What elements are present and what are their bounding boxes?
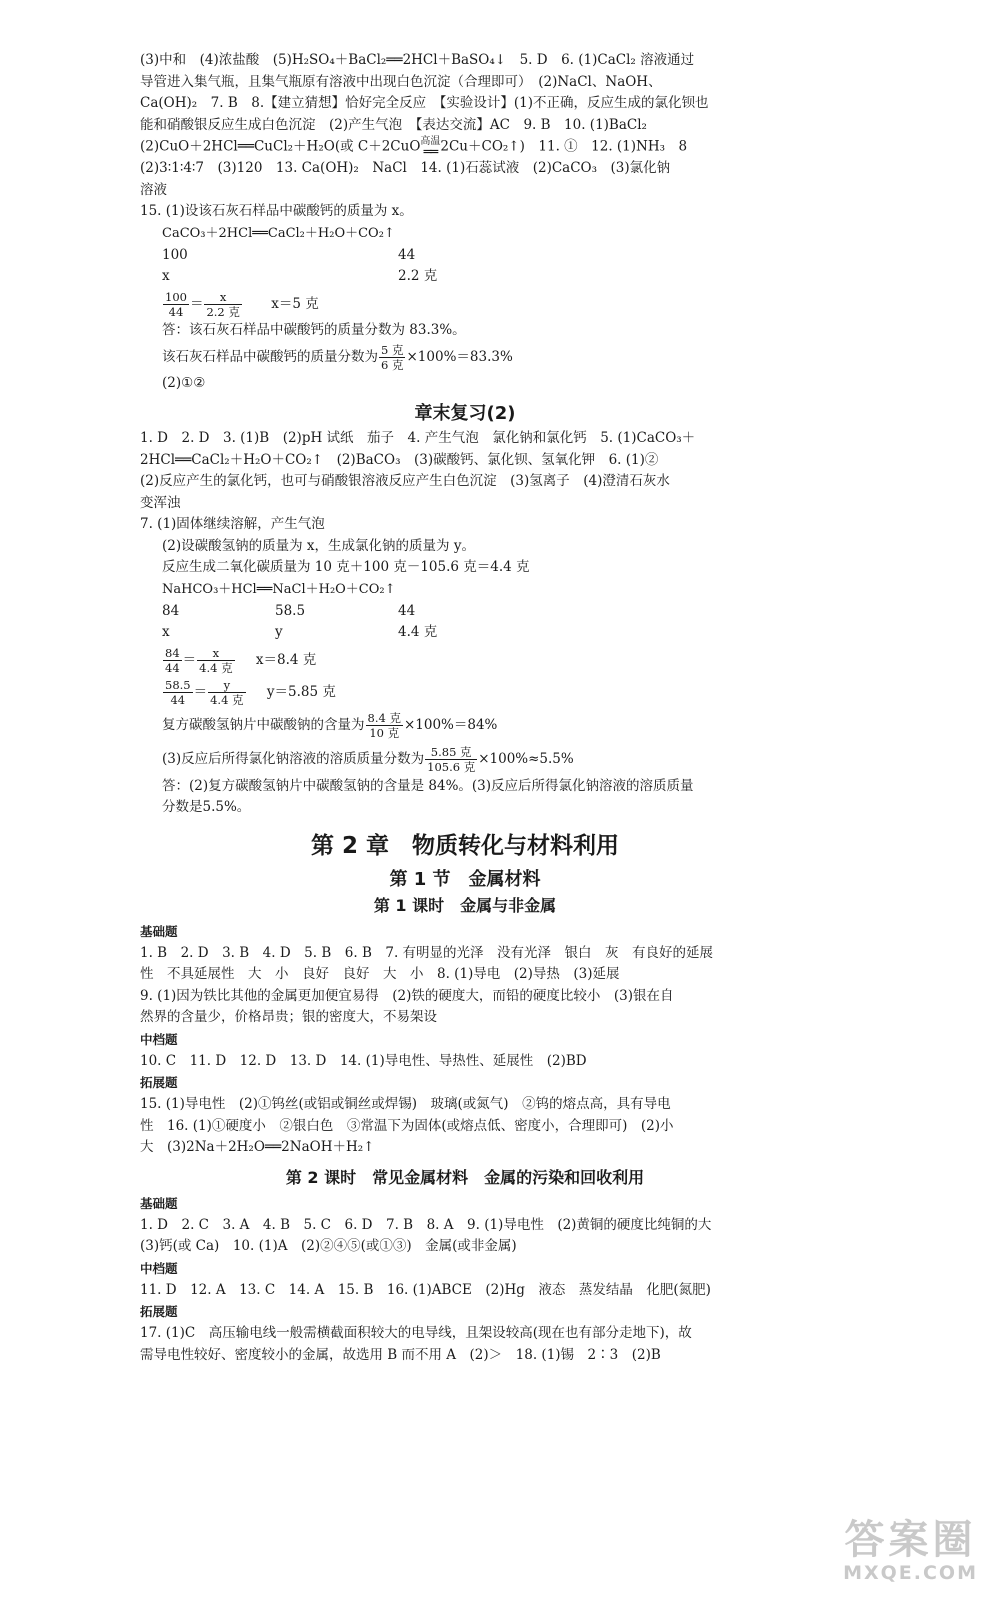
answer-line: 分数是5.5%。 <box>162 799 251 815</box>
mass-unknown-row <box>140 622 790 644</box>
text-line: 11. D 12. A 13. C 14. A 15. B 16. (1)ABCE (2)Hg 液态 蒸发结晶 化肥(氮肥) <box>140 1281 711 1298</box>
value: 4.4 克 <box>398 624 438 640</box>
text-line: 性 16. (1)①硬度小 ②银白色 ③常温下为固体(或熔点低、密度小，合理即可) (2)小 <box>140 1117 674 1134</box>
text-line: 性 不具延展性 大 小 良好 良好 大 小 8. (1)导电 (2)导热 (3)延展 <box>140 966 620 982</box>
reaction-condition <box>420 136 440 158</box>
text-line: (2)反应产生的氯化钙，也可与硝酸银溶液反应产生白色沉淀 (3)氢离子 (4)澄清石灰水 <box>140 473 670 489</box>
equation-part: (2)CuO＋2HCl══CuCl₂＋H₂O(或 C＋2CuO <box>140 138 421 155</box>
answer-line: 答：(2)复方碳酸氢钠片中碳酸氢钠的含量是 84%。(3)反应后所得氯化钠溶液的溶质质量 <box>162 777 694 794</box>
chemical-equation: CaCO₃＋2HCl══CaCl₂＋H₂O＋CO₂↑ <box>162 225 395 241</box>
condition-arrow: ══ <box>423 145 438 160</box>
text-line: 10. C 11. D 12. D 13. D 14. (1)导电性、导热性、延展性 (2)BD <box>140 1052 587 1069</box>
text-line: 9. (1)因为铁比其他的金属更加便宜易得 (2)铁的硬度大，而铅的硬度比较小 (3)银在自 <box>140 987 674 1004</box>
lesson-title: 第 2 课时 常见金属材料 金属的污染和回收利用 <box>285 1167 645 1187</box>
text-line: 1. D 2. D 3. (1)B (2)pH 试纸 茄子 4. 产生气泡 氯化钠和氯化钙 5. (1)CaCO₃＋ <box>140 430 696 446</box>
tag-basic: 基础题 <box>140 1195 178 1211</box>
equation-part: 2Cu＋CO₂↑) 11. ① 12. (1)NH₃ 8 <box>440 138 688 155</box>
fraction: $\frac{\text{5 克}}{\text{6 克}}$ <box>381 343 404 372</box>
fraction: $\frac{58.5}{44}$ <box>165 677 191 707</box>
proportion: $\frac{58.5}{44}$ ＝ $\frac{y}{\text{4.4 克}}$ y＝5.85 克 <box>165 677 336 707</box>
text-line: 17. (1)C 高压输电线一般需横截面积较大的电导线，且架设较高(现在也有部分走地下)，故 <box>140 1325 692 1341</box>
answer-line: 复方碳酸氢钠片中碳酸钠的含量为 $\frac{\text{8.4 克}}{\text{10 克}}$ ×100%＝84% <box>162 710 498 740</box>
mass-unknown-row <box>140 266 790 288</box>
fraction: $\frac{84}{44}$ <box>165 645 180 675</box>
chemical-equation: NaHCO₃＋HCl══NaCl＋H₂O＋CO₂↑ <box>162 581 396 597</box>
text-line: 需导电性较好、密度较小的金属，故选用 B 而不用 A (2)＞ 18. (1)锡 2∶3 (2)B <box>140 1346 661 1363</box>
watermark-text: 答案圈 <box>844 1517 977 1563</box>
mass-ratio-row <box>140 245 790 267</box>
tag-ext: 拓展题 <box>140 1075 178 1090</box>
text-line: 变浑浊 <box>140 494 181 511</box>
lesson-title: 第 1 课时 金属与非金属 <box>373 895 557 915</box>
text-line: 2HCl══CaCl₂＋H₂O＋CO₂↑ (2)BaCO₃ (3)碳酸钙、氯化钡、氢氧化钾 6. (1)② <box>140 451 659 468</box>
value: 100 <box>162 246 188 263</box>
proportion: $\frac{100}{44}$ ＝ $\frac{x}{\text{2.2 克}}$ x＝5 克 <box>165 289 319 319</box>
result: x＝5 克 <box>271 295 319 312</box>
text-line: Ca(OH)₂ 7. B 8.【建立猜想】恰好完全反应 【实验设计】(1)不正确，反应生成的氯化钡也 <box>140 95 709 111</box>
result: x＝8.4 克 <box>255 651 317 668</box>
section-title: 第 1 节 金属材料 <box>389 868 541 890</box>
tag-mid: 中档题 <box>140 1260 178 1276</box>
answer-page <box>140 50 790 1366</box>
value: x <box>162 268 170 284</box>
text-line: (2)设碳酸氢钠的质量为 x，生成氯化钠的质量为 y。 <box>162 537 475 554</box>
value: 44 <box>398 602 416 619</box>
answer-line: (2)①② <box>162 375 206 391</box>
text-line: 15. (1)导电性 (2)①钨丝(或铝或铜丝或焊锡) 玻璃(或氮气) ②钨的熔点高，具有导电 <box>140 1096 671 1112</box>
tag-basic: 基础题 <box>140 923 178 939</box>
fraction: $\frac{100}{44}$ <box>165 289 187 319</box>
question-15-title: 15. (1)设该石灰石样品中碳酸钙的质量为 x。 <box>140 203 413 219</box>
text-line: 1. B 2. D 3. B 4. D 5. B 6. B 7. 有明显的光泽 没有光泽 银白 灰 有良好的延展 <box>140 944 714 961</box>
text-line: (3)中和 (4)浓盐酸 (5)H₂SO₄＋BaCl₂══2HCl＋BaSO₄↓ 5. D 6. (1)CaCl₂ 溶液通过 <box>140 52 695 68</box>
value: 84 <box>162 602 180 619</box>
text-line: 导管进入集气瓶，且集气瓶原有溶液中出现白色沉淀（合理即可） (2)NaCl、NaOH、 <box>140 73 662 90</box>
fraction: $\frac{x}{\text{4.4 克}}$ <box>199 645 233 675</box>
condition-label: 高温 <box>420 136 441 147</box>
section-heading-review: 章末复习(2) <box>414 402 516 424</box>
text-line: 溶液 <box>140 181 167 198</box>
value: 44 <box>398 246 416 263</box>
value: x <box>162 624 170 640</box>
answer-line: (3)反应后所得氯化钠溶液的溶质质量分数为 $\frac{\text{5.85 克}}{\text{105.6 克}}$ ×100%≈5.5% <box>162 744 574 774</box>
fraction: $\frac{x}{\text{2.2 克}}$ <box>206 289 240 319</box>
answer-line: 答：该石灰石样品中碳酸钙的质量分数为 83.3%。 <box>162 321 466 338</box>
chapter-title: 第 2 章 物质转化与材料利用 <box>310 832 620 859</box>
value: 58.5 <box>275 602 306 619</box>
result: y＝5.85 克 <box>266 683 336 700</box>
value: y <box>275 624 283 640</box>
question-7-title: 7. (1)固体继续溶解，产生气泡 <box>140 516 325 532</box>
fraction: $\frac{\text{8.4 克}}{\text{10 克}}$ <box>367 710 401 740</box>
text-line: 1. D 2. C 3. A 4. B 5. C 6. D 7. B 8. A 9. (1)导电性 (2)黄铜的硬度比纯铜的大 <box>140 1216 712 1233</box>
fraction: $\frac{y}{\text{4.4 克}}$ <box>210 677 244 707</box>
text-line: (2)3∶1∶4∶7 (3)120 13. Ca(OH)₂ NaCl 14. (1)石蕊试液 (2)CaCO₃ (3)氯化钠 <box>140 160 671 176</box>
text-line: 大 (3)2Na＋2H₂O══2NaOH＋H₂↑ <box>140 1139 375 1155</box>
text-line <box>140 136 790 158</box>
tag-mid: 中档题 <box>140 1031 178 1047</box>
text-line: 反应生成二氧化碳质量为 10 克＋100 克－105.6 克＝4.4 克 <box>162 559 530 575</box>
fraction: $\frac{\text{5.85 克}}{\text{105.6 克}}$ <box>427 744 476 774</box>
text-line: (3)钙(或 Ca) 10. (1)A (2)②④⑤(或①③) 金属(或非金属) <box>140 1238 517 1254</box>
mass-ratio-row <box>140 601 790 623</box>
tag-ext: 拓展题 <box>140 1304 178 1319</box>
text-line: 能和硝酸银反应生成白色沉淀 (2)产生气泡 【表达交流】AC 9. B 10. (1)BaCl₂ <box>140 116 647 133</box>
answer-line: 该石灰石样品中碳酸钙的质量分数为 $\frac{\text{5 克}}{\text{6 克}}$ ×100%＝83.3% <box>162 343 513 372</box>
text-line: 然界的含量少，价格昂贵；银的密度大，不易架设 <box>140 1009 437 1025</box>
watermark-logo <box>843 1518 978 1584</box>
proportion: $\frac{84}{44}$ ＝ $\frac{x}{\text{4.4 克}}$ x＝8.4 克 <box>165 645 317 675</box>
value: 2.2 克 <box>398 268 438 284</box>
watermark-url: MXQE.COM <box>843 1562 978 1584</box>
